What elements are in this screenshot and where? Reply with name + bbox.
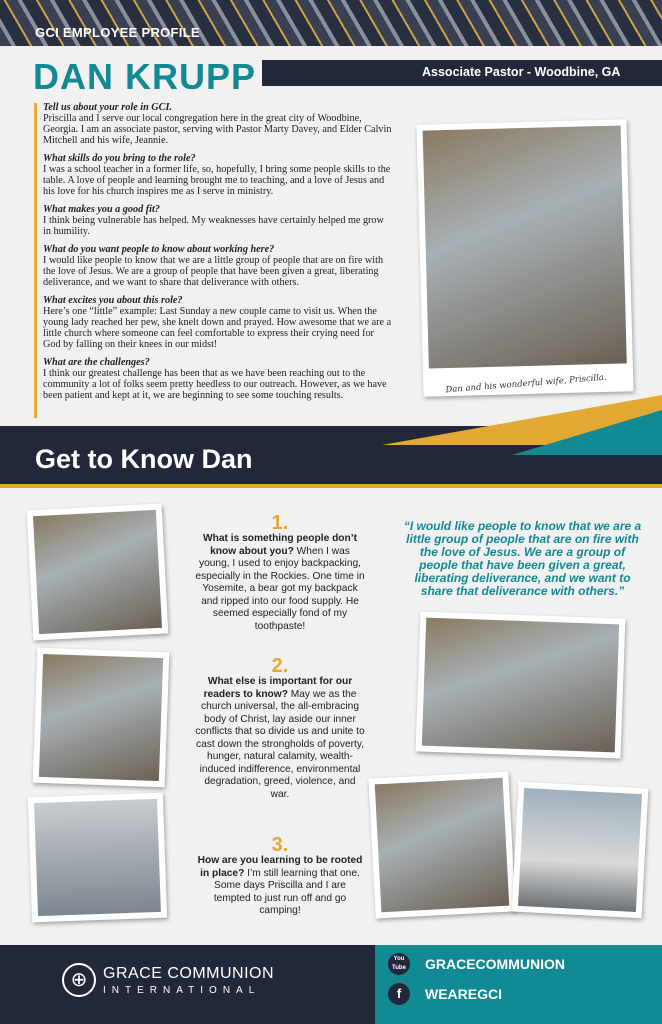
qa-3 <box>195 835 365 918</box>
interview-question: What are the challenges? <box>43 357 150 368</box>
qa-question: What is something people don’t know about you? <box>203 533 357 557</box>
interview-question: What excites you about this role? <box>43 295 183 306</box>
qa-2 <box>195 656 365 801</box>
logo-name: GRACE COMMUNION <box>103 965 275 982</box>
family-photo <box>368 771 515 918</box>
couple-photo <box>416 119 633 396</box>
qa-question: How are you learning to be rooted in place? <box>197 855 363 879</box>
youtube-link[interactable]: GRACECOMMUNION <box>425 956 565 972</box>
gold-divider <box>0 484 662 488</box>
interview-question: Tell us about your role in GCI. <box>43 102 172 113</box>
interview-answer: I would like people to know that we are a little group of people that are on fire with the love of Jesus. We are a group of people that have been given a great, liberating deliverance, and we want to share that deliverance with others. <box>43 255 384 288</box>
facebook-link[interactable]: WEAREGCI <box>425 986 502 1002</box>
role-bar <box>262 60 662 86</box>
photo-image <box>39 654 163 781</box>
section-title: Get to Know Dan <box>35 444 253 474</box>
group-photo <box>416 611 626 758</box>
interview <box>43 102 393 401</box>
photo-image <box>33 510 162 634</box>
gci-globe-icon: ⊕ <box>62 963 96 997</box>
facebook-icon[interactable]: f <box>388 983 410 1005</box>
boat-photo <box>512 782 649 919</box>
beach-photo <box>28 793 167 923</box>
interview-question: What skills do you bring to the role? <box>43 153 196 164</box>
photo-image <box>518 788 642 912</box>
qa-answer: When I was young, I used to enjoy backpacking, especially in the Rockies. One time in Yosemite, a bear got my backpack and ripped into our food supply. He seemed especially fond of my toothpaste! <box>195 545 365 632</box>
photo-image <box>422 618 619 753</box>
photo-image <box>423 125 627 368</box>
qa-question: What else is important for our readers to know? <box>203 676 353 700</box>
accent-line <box>34 103 37 418</box>
photo-caption: Dan and his wonderful wife, Priscilla. <box>445 372 608 396</box>
photo-image <box>375 778 510 913</box>
qa-number: 3. <box>271 834 289 856</box>
interview-answer: I think being vulnerable has helped. My weaknesses have certainly helped me grow in humility. <box>43 215 384 237</box>
pull-quote: “I would like people to know that we are a little group of people that are on fire with the love of Jesus. We are a group of people that have been given a great, liberating deliverance, and we want to share that deliverance with others.” <box>403 519 642 598</box>
library-photo <box>33 648 170 788</box>
photo-image <box>34 799 161 916</box>
interview-answer: I think our greatest challenge has been that as we have been reaching out to the community a lot of folks seem pretty heedless to our outreach. However, as we have been patient and kept at it, we are beginning to see some touching results. <box>43 368 387 401</box>
qa-number: 2. <box>271 655 289 677</box>
qa-answer: I’m still learning that one. Some days Priscilla and I are tempted to just run off and go camping! <box>213 867 360 916</box>
qa-1 <box>195 513 365 633</box>
employee-name: DAN KRUPP <box>33 56 257 97</box>
interview-answer: Here’s one “little” example: Last Sunday a new couple came to visit us. When the young lady reached her pew, she knelt down and prayed. How awesome that we are a little church where someone can feel comfortable to express their crying need for God by falling on their knees in our midst! <box>43 306 392 350</box>
interview-answer: Priscilla and I serve our local congregation here in the great city of Woodbine, Georgia. I am an associate pastor, serving with Pastor Marty Davey, and Elder Calvin Mitchell and his wife, Jeannie. <box>43 113 392 146</box>
interview-question: What makes you a good fit? <box>43 204 160 215</box>
qa-number: 1. <box>271 512 289 534</box>
interview-question: What do you want people to know about working here? <box>43 244 275 255</box>
pulpit-photo <box>27 504 169 641</box>
teal-triangle <box>512 410 662 455</box>
profile-label: GCI EMPLOYEE PROFILE <box>35 25 200 40</box>
logo-subtitle: INTERNATIONAL <box>103 985 261 996</box>
interview-answer: I was a school teacher in a former life, so, hopefully, I bring some people skills to the table. A love of people and learning brought me to teaching, and a love of Jesus and his love for his church inspires me as I serve in ministry. <box>43 164 391 197</box>
role-text: Associate Pastor - Woodbine, GA <box>422 65 621 79</box>
qa-answer: May we as the church universal, the all-embracing body of Christ, lay aside our inner conflicts that so divide us and unite to cast down the strongholds of poverty, hunger, natural calamity, wealth-induced indifference, environmental degradation, greed, violence, and war. <box>195 688 365 800</box>
youtube-icon[interactable]: You Tube <box>388 953 410 975</box>
